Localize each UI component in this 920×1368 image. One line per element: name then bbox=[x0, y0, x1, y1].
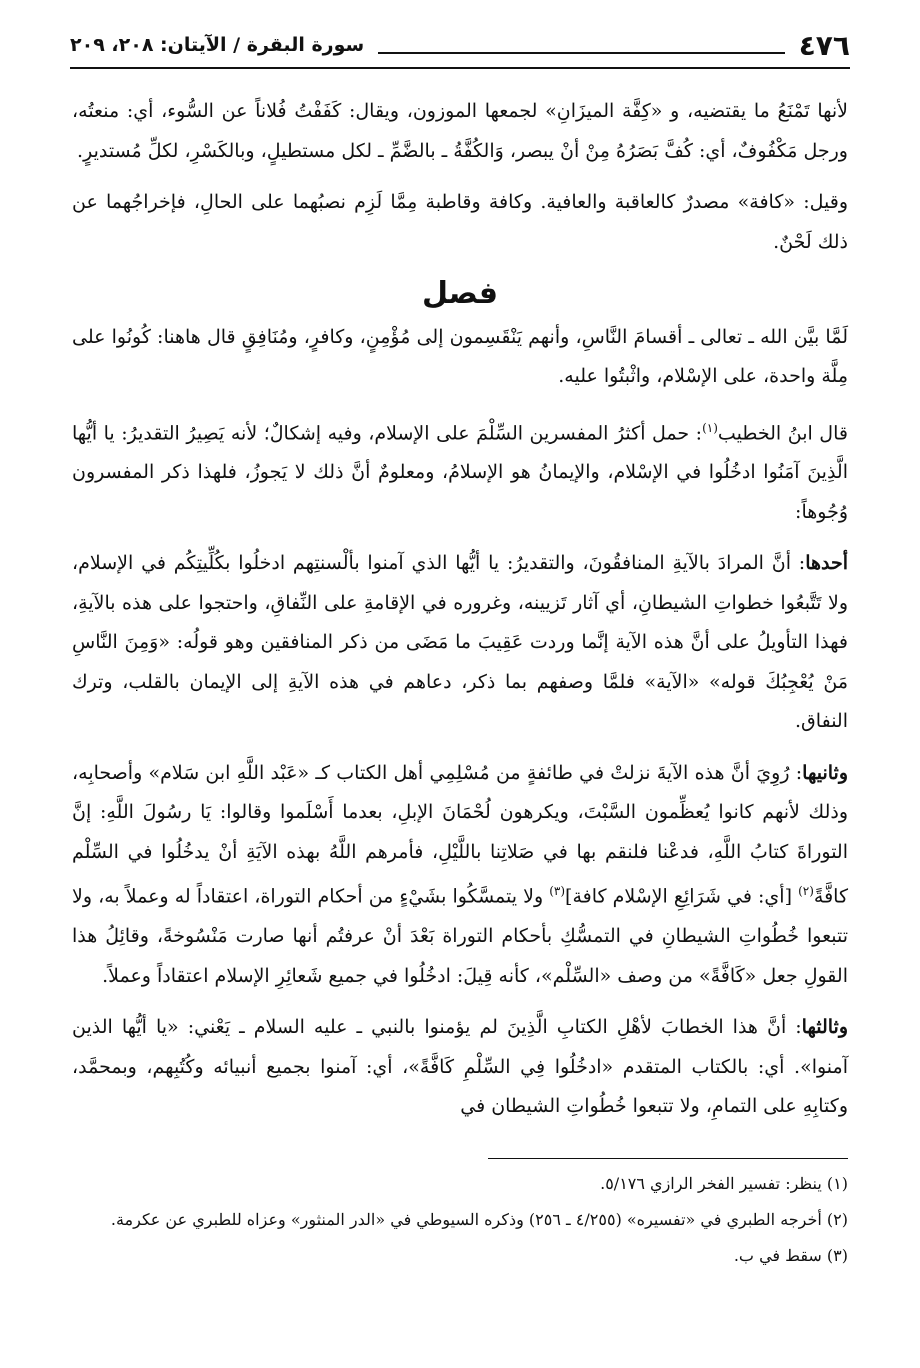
footnotes bbox=[72, 1168, 848, 1276]
khatib-after: : حمل أكثرُ المفسرين السِّلْمَ على الإسلام، وفيه إشكالٌ؛ لأنه يَصِيرُ التقديرُ: يا أيُّها الَّذِينَ آمَنُوا ادخُلُوا في الإسْلام، والإيمانُ هو الإسلامُ، ومعلومٌ أنَّ ذلك لا يَجوزُ، فلهذا ذكر المفسرون وُجُوهاً: bbox=[72, 421, 848, 523]
section-intro: لَمَّا بيَّن الله ـ تعالى ـ أقسامَ النَّاسِ، وأنهم يَنْقَسِمون إلى مُؤْمِنٍ، وكافرٍ، ومُنَافِقٍ قال هاهنا: كُونُوا على مِلَّة واحدة، على الإسْلام، واثْبتُوا عليه. bbox=[72, 325, 848, 387]
second-text-b: [أي: في شَرَائِعِ الإسْلام كافة] bbox=[565, 885, 799, 908]
first-text: : أنَّ المرادَ بالآيةِ المنافقُونَ، والتقديرُ: يا أيُّها الذي آمنوا بألْسنتِهم ادخلُوا بكُلِّيتِكُم في الإسلام، ولا تَتَّبعُوا خطواتِ الشيطانِ، أي آثار تَزيينه، وغروره في الإقامةِ على النِّفاقِ، واحتجوا على هذه بالآيةِ، فهذا التأويلُ على أنَّ هذه الآية إنَّما وردت عَقِيبَ ما مَضَى من ذكر المنافقين وهو قولُه: «وَمِنَ النَّاسِ مَنْ يُعْجِبُكَ قوله» «الآية» فلمَّا وصفهم بما ذكر، دعاهم في هذه الآيةِ إلى الإيمان بالقلب، وترك النفاق. bbox=[72, 552, 848, 733]
paragraph-first bbox=[72, 544, 848, 742]
first-lead: أحدها bbox=[805, 552, 848, 575]
paragraph-second bbox=[72, 754, 848, 996]
paragraph: وقيل: «كافة» مصدرٌ كالعاقبة والعافية. وكافة وقاطبة مِمَّا لَزِم نصبُهما على الحالِ، فإخراجُهما عن ذلك لَحْنٌ. bbox=[72, 191, 848, 253]
second-text-a: : رُوِيَ أنَّ هذه الآيةَ نزلتْ في طائفةٍ من مُسْلِمِي أهل الكتاب كـ «عَبْد اللَّهِ ابن سَلام» وأصحابِه، وذلك لأنهم كانوا يُعظِّمون السَّبْتَ، ويكرهون لُحْمَانَ الإبلِ، بعدما أَسْلَموا وقالوا: يَا رسُولَ اللَّهِ: إنَّ التوراةَ كتابُ اللَّهِ، فدعْنا فلنقم بها في صَلاتِنا باللَّيْلِ، فأمرهم اللَّهُ بهذه الآيَةِ أنْ يدخُلُوا في السِّلْم كافَّةً bbox=[72, 761, 848, 908]
header-rule bbox=[378, 36, 785, 54]
footnote: (١) ينظر: تفسير الفخر الرازي ٥/١٧٦. bbox=[600, 1174, 848, 1193]
running-head: سورة البقرة / الآيتان: ٢٠٨، ٢٠٩ bbox=[70, 34, 365, 56]
footnote-rule bbox=[488, 1158, 848, 1159]
top-rule bbox=[70, 67, 850, 69]
khatib-before: قال ابنُ الخطيب bbox=[717, 421, 848, 444]
page-number: ٤٧٦ bbox=[798, 28, 850, 62]
section-title: فصل bbox=[422, 276, 498, 311]
second-lead: وثانيها bbox=[802, 761, 848, 784]
footnote: (٢) أخرجه الطبري في «تفسيره» (٤/٢٥٥ ـ ٢٥٦) وذكره السيوطي في «الدر المنثور» وعزاه للطبري عن عكرمة. bbox=[110, 1210, 848, 1229]
third-text: : أنَّ هذا الخطابَ لأهْلِ الكتابِ الَّذِينَ لم يؤمنوا بالنبي ـ عليه السلام ـ يَعْني: «يا أيُّها الذين آمنوا». أي: بالكتاب المتقدم «ادخُلُوا فِي السِّلْمِ كَافَّةً»، أي: آمنوا بجميع أنبيائه وكُتُبِهم، وبمحمَّد، وكتابِهِ على التمامِ، ولا تتبعوا خُطُواتِ الشيطان في bbox=[72, 1016, 848, 1118]
main-text bbox=[72, 92, 848, 1139]
footnote-ref[interactable]: (٣) bbox=[549, 884, 566, 899]
paragraph-khatib bbox=[72, 409, 848, 533]
third-lead: وثالثها bbox=[801, 1016, 848, 1039]
footnote-ref[interactable]: (١) bbox=[702, 420, 718, 435]
footnote: (٣) سقط في ب. bbox=[733, 1246, 848, 1265]
footnote-ref[interactable]: (٢) bbox=[798, 884, 814, 899]
paragraph-third bbox=[72, 1008, 848, 1127]
paragraph: لأنها تَمْنَعُ ما يقتضيه، و «كِفَّة الميزَانِ» لجمعها الموزون، ويقال: كَفَفْتُ فُلاناً عن السُّوء، أي: منعتُه، ورجل مَكْفُوفٌ، أي: كُفَّ بَصَرُهُ مِنْ أنْ يبصر، وَالكُفَّةُ ـ بالضَّمِّ ـ لكل مستطيلٍ، وبالكَسْرِ، لكلِّ مُستديرٍ. bbox=[72, 100, 848, 162]
second-text-c: ولا يتمسَّكُوا بشَيْءٍ من أحكام التوراة، اعتقاداً له وعملاً به، ولا تتبعوا خُطُواتِ الشيطانِ في التمسُّكِ بأحكام التوراة بَعْدَ أنْ عرفتُم أنها صارت مَنْسُوخةً، وقائِلُ هذا القولِ جعل «كَافَّةً» من وصف «السِّلْم»، كأنه قِيلَ: ادخُلُوا في جميع شَعائِرِ الإسلام اعتقاداً وعملاً. bbox=[72, 885, 848, 987]
page-header bbox=[70, 28, 850, 62]
